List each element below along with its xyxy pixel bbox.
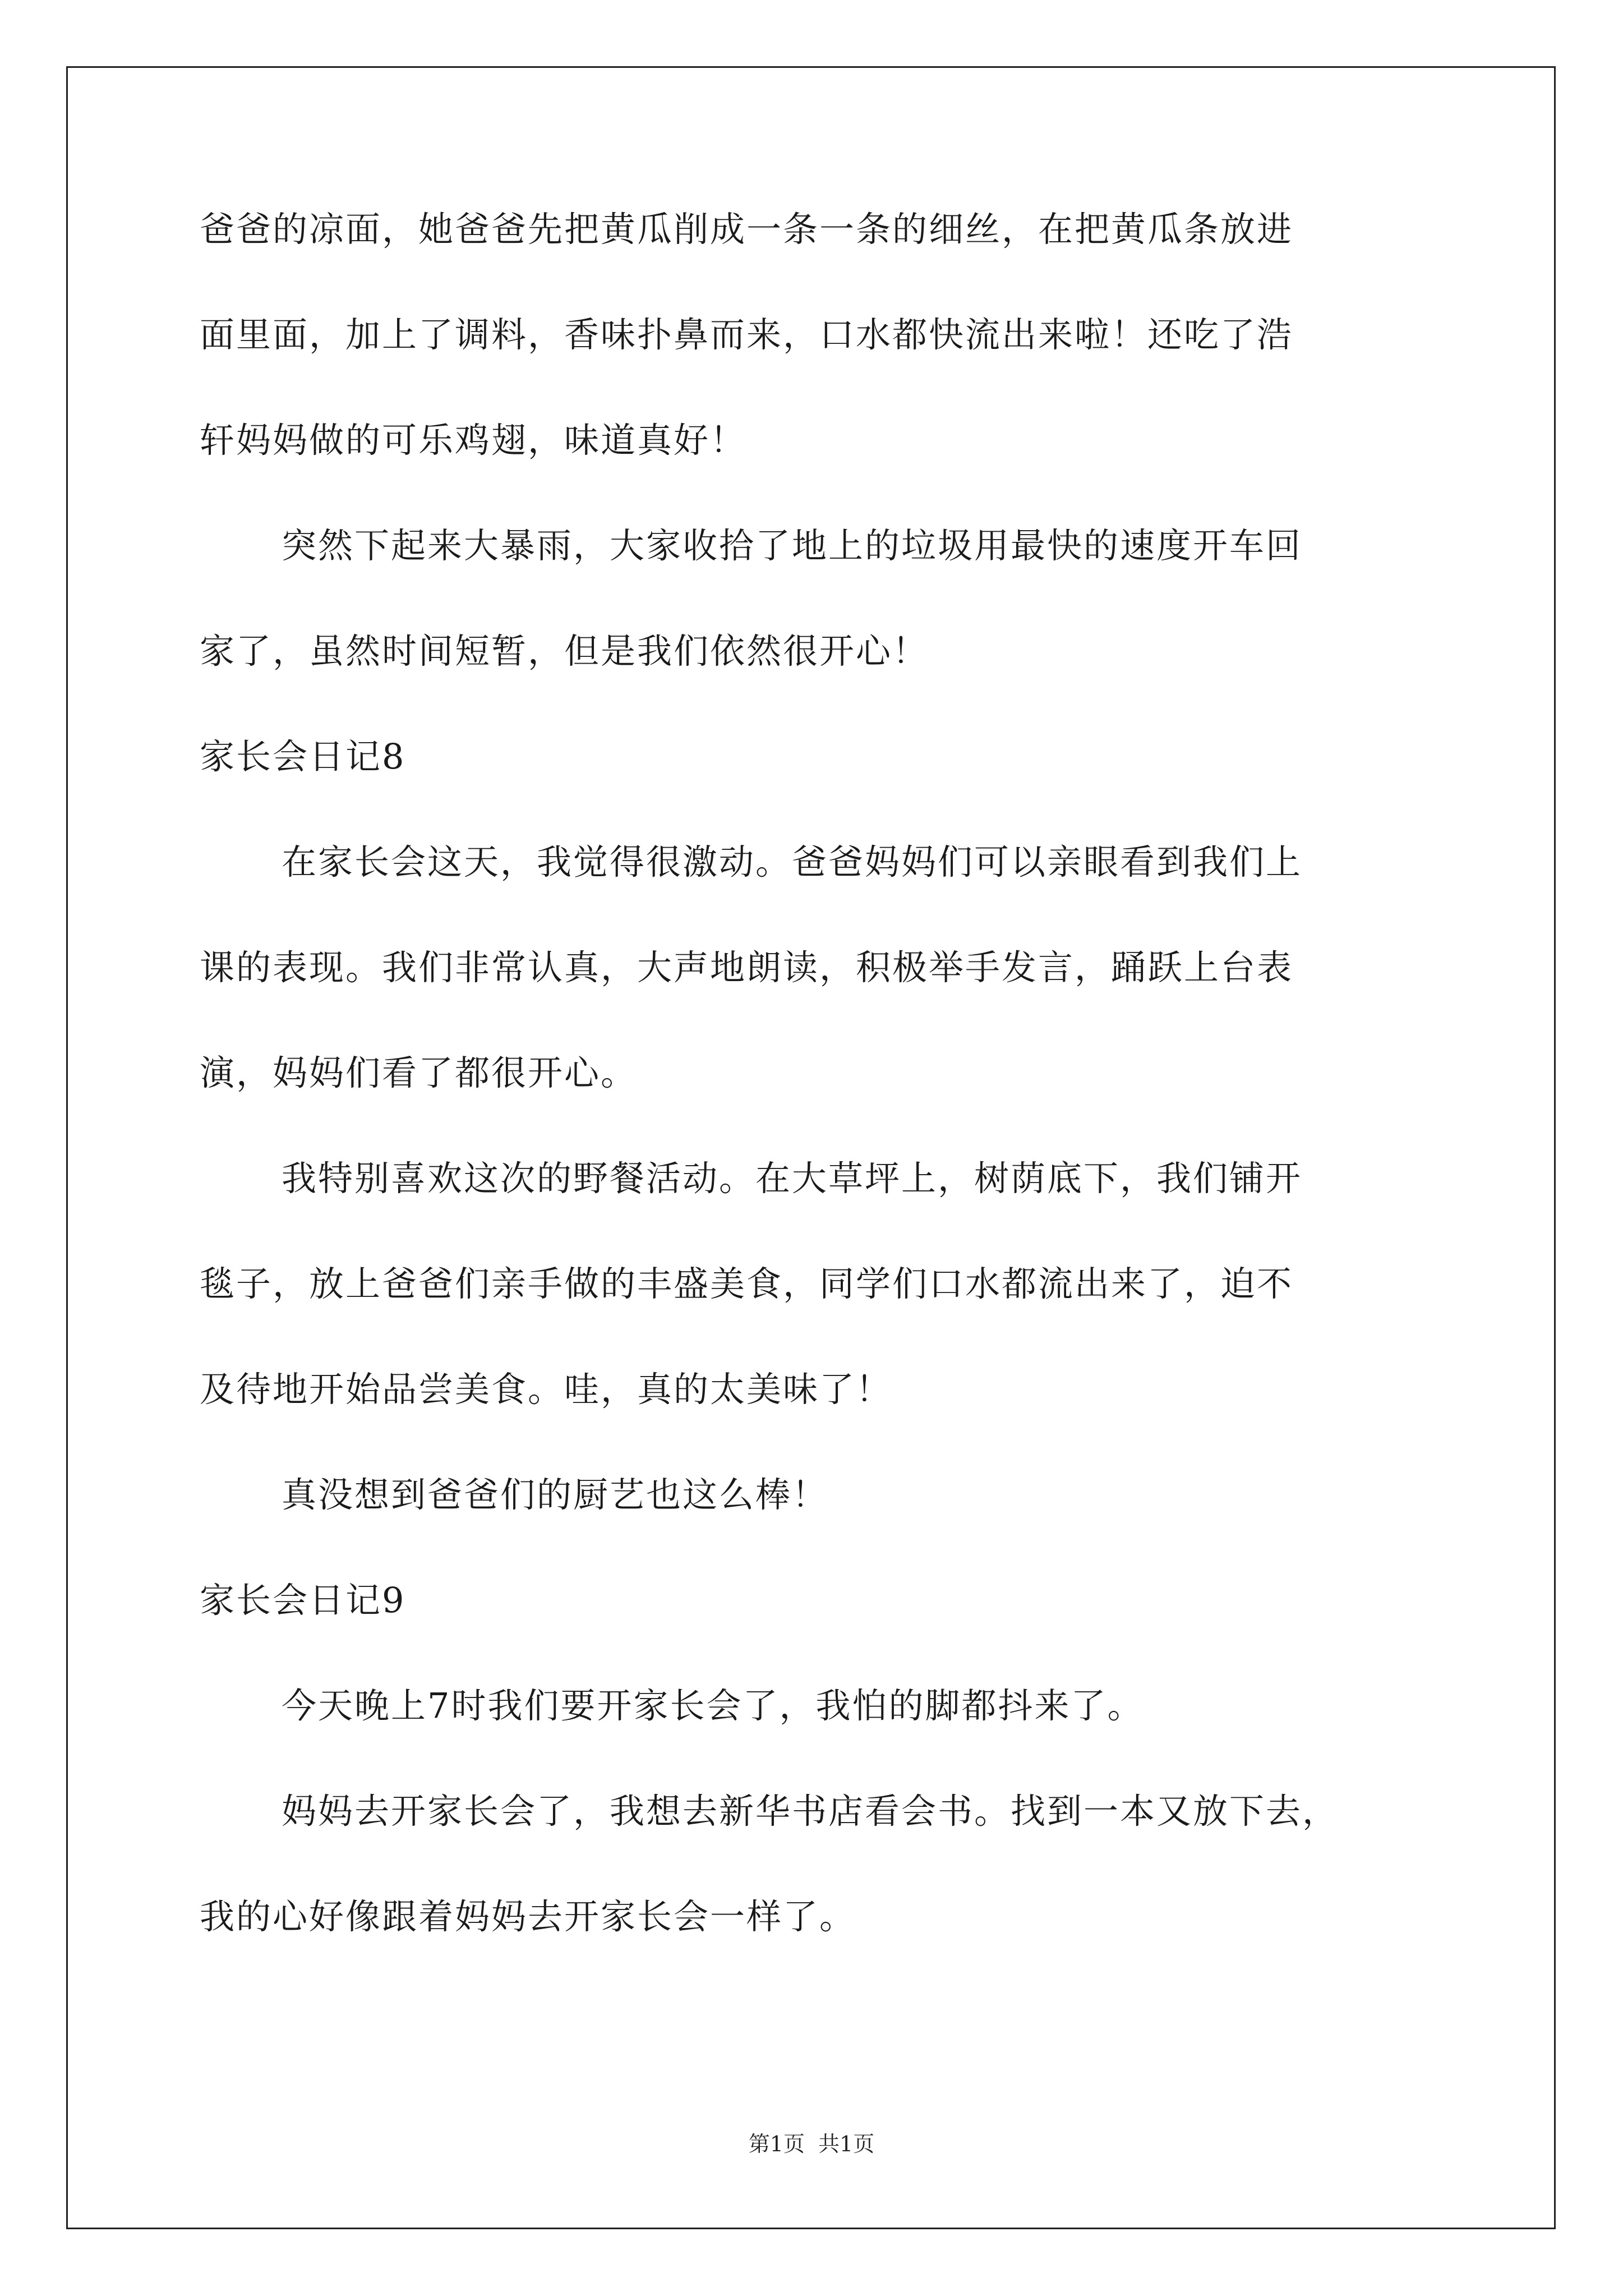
page-number: 第1页 [748, 2132, 805, 2156]
paragraph-line: 真没想到爸爸们的厨艺也这么棒！ [282, 1474, 829, 1515]
paragraph-line: 今天晚上7时我们要开家长会了，我怕的脚都抖来了。 [282, 1685, 1144, 1726]
paragraph-line: 突然下起来大暴雨，大家收拾了地上的垃圾用最快的速度开车回 [282, 525, 1303, 566]
section-heading: 家长会日记8 [200, 736, 406, 777]
paragraph-line: 面里面，加上了调料，香味扑鼻而来，口水都快流出来啦！还吃了浩 [200, 314, 1294, 355]
page-footer [0, 2132, 1623, 2156]
paragraph-line: 妈妈去开家长会了，我想去新华书店看会书。找到一本又放下去， [282, 1791, 1339, 1832]
paragraph-line: 轩妈妈做的可乐鸡翅，味道真好！ [200, 420, 747, 461]
section-heading: 家长会日记9 [200, 1580, 406, 1621]
paragraph-line: 家了，虽然时间短暂，但是我们依然很开心！ [200, 631, 929, 671]
paragraph-line: 毯子，放上爸爸们亲手做的丰盛美食，同学们口水都流出来了，迫不 [200, 1263, 1294, 1304]
page-total: 共1页 [818, 2132, 875, 2156]
paragraph-line: 我的心好像跟着妈妈去开家长会一样了。 [200, 1896, 856, 1937]
paragraph-line: 我特别喜欢这次的野餐活动。在大草坪上，树荫底下，我们铺开 [282, 1158, 1303, 1199]
paragraph-line: 爸爸的凉面，她爸爸先把黄瓜削成一条一条的细丝，在把黄瓜条放进 [200, 209, 1294, 250]
paragraph-line: 课的表现。我们非常认真，大声地朗读，积极举手发言，踊跃上台表 [200, 947, 1294, 988]
paragraph-line: 在家长会这天，我觉得很激动。爸爸妈妈们可以亲眼看到我们上 [282, 841, 1303, 882]
paragraph-line: 及待地开始品尝美食。哇，真的太美味了！ [200, 1369, 893, 1410]
paragraph-line: 演，妈妈们看了都很开心。 [200, 1052, 638, 1093]
